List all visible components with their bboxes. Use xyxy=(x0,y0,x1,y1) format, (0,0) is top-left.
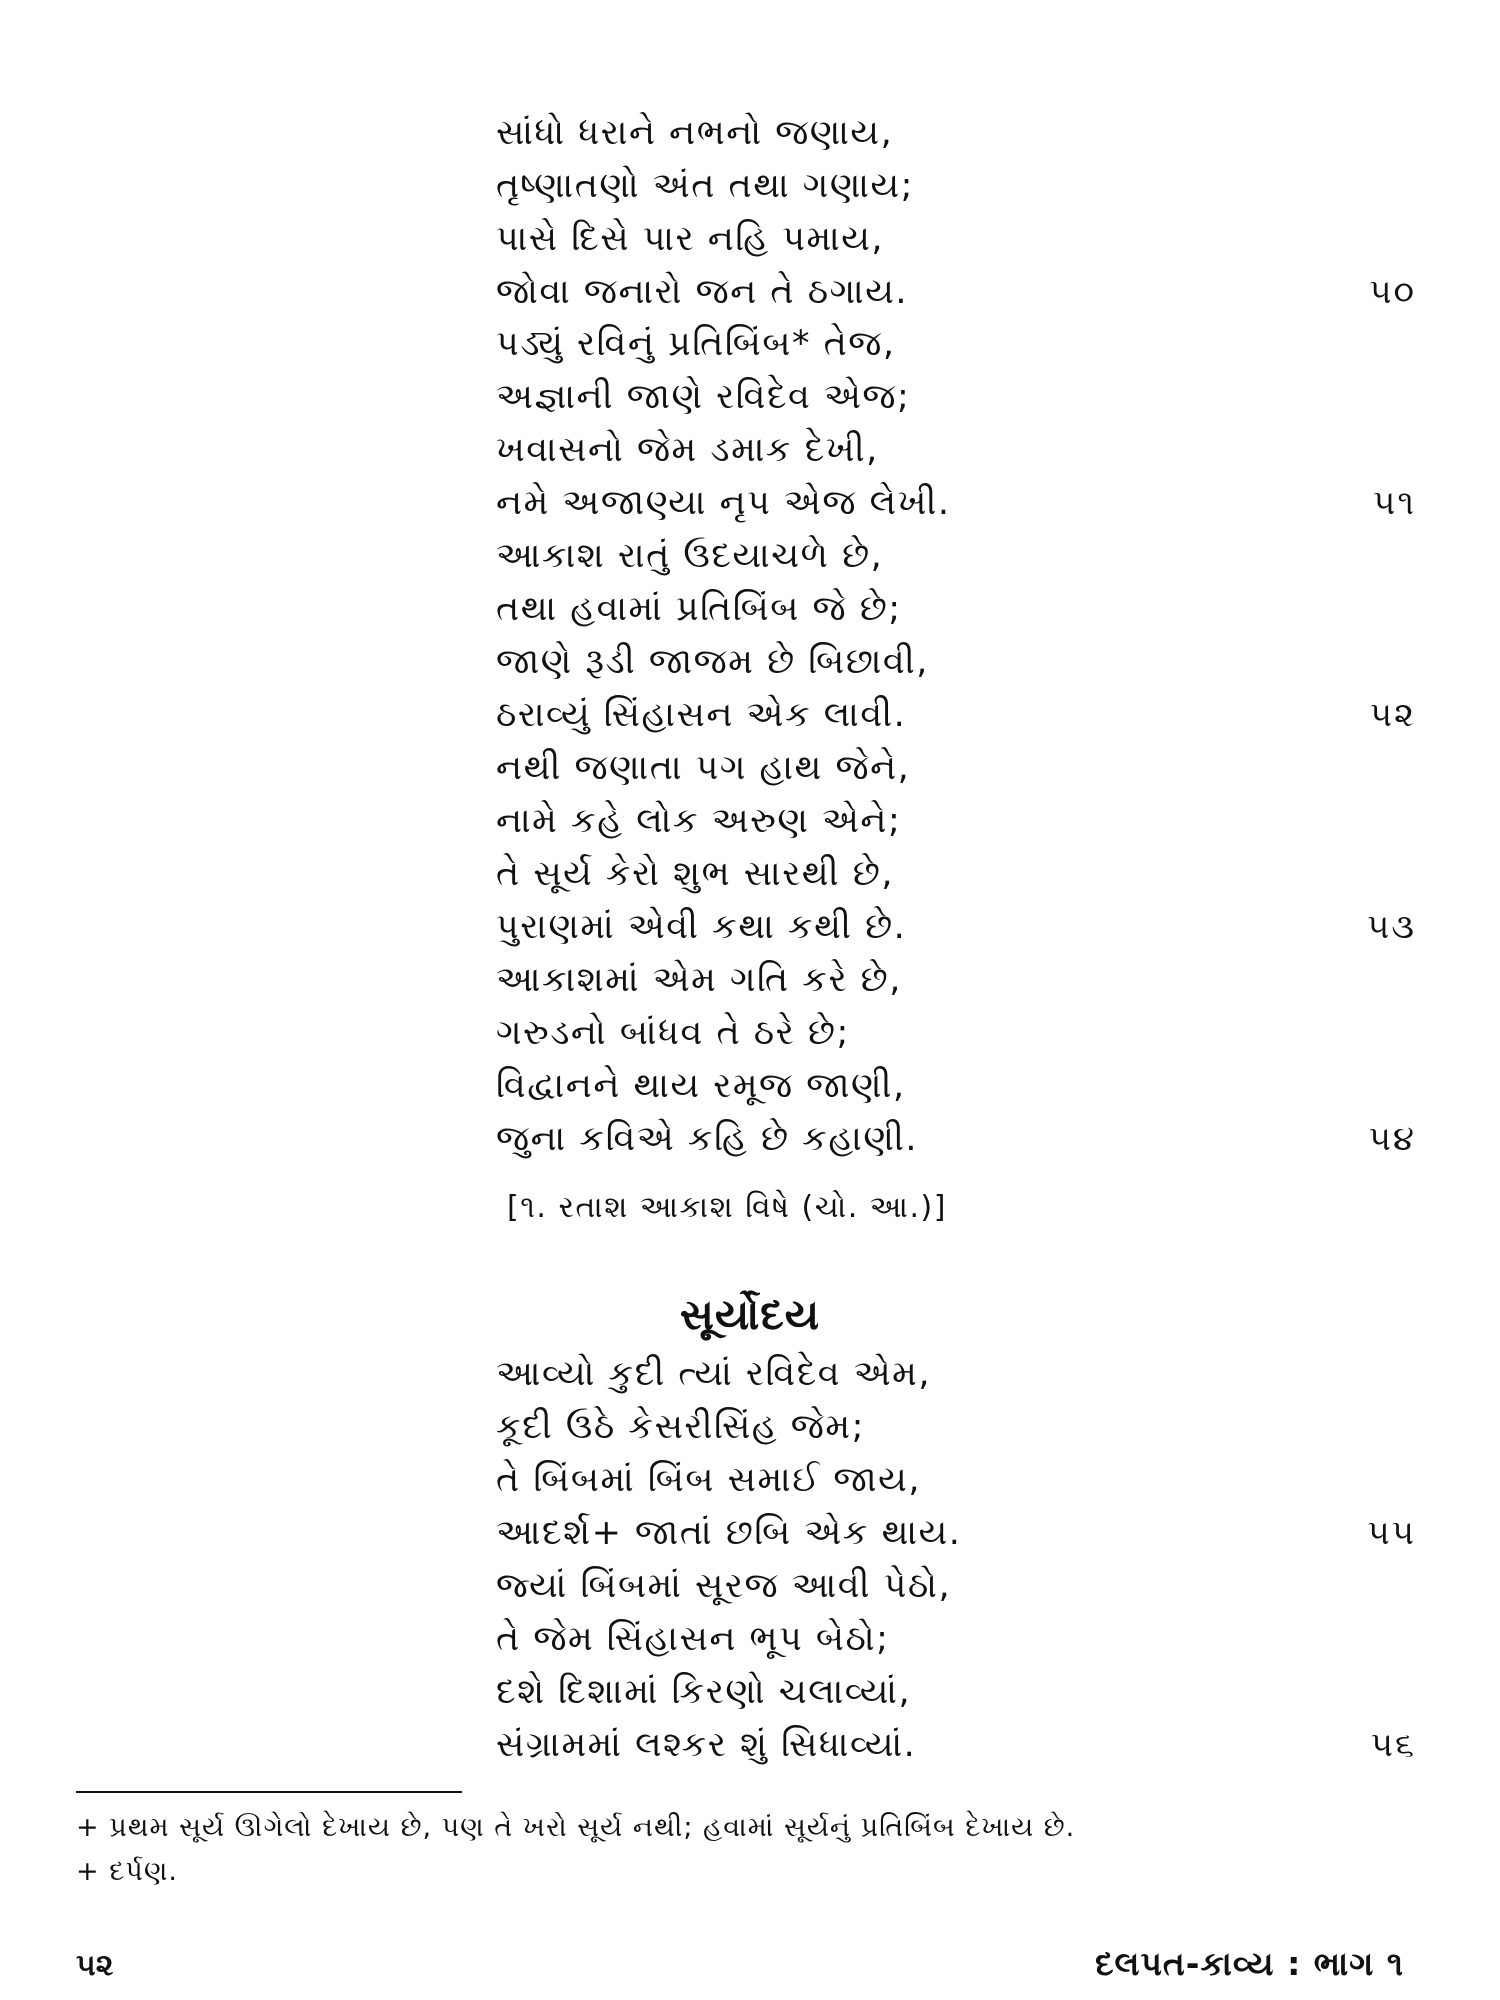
stanza-number: ૫૫ xyxy=(1367,1513,1416,1553)
stanza-number: ૫૨ xyxy=(1369,695,1416,735)
page-number: ૫૨ xyxy=(76,1948,114,1983)
footnote-divider xyxy=(76,1791,462,1793)
verse-line: દશે દિશામાં કિરણો ચલાવ્યાં, xyxy=(496,1672,912,1712)
verse-line: વિદ્વાનને થાય રમૂજ જાણી, xyxy=(496,1066,906,1106)
verse-line: નથી જણાતા પગ હાથ જેને, xyxy=(496,748,911,788)
verse-line: નામે કહે લોક અરુણ એને; xyxy=(496,801,902,841)
verse-line: તે બિંબમાં બિંબ સમાઈ જાય, xyxy=(496,1460,921,1500)
verse-line: તથા હવામાં પ્રતિબિંબ જે છે; xyxy=(496,589,902,629)
footnote: + પ્રથમ સૂર્ય ઊગેલો દેખાય છે, પણ તે ખરો સૂર્ય નથી; હવામાં સૂર્યનું પ્રતિબિંબ દેખાય છે. xyxy=(76,1812,1076,1843)
verse-line: તે સૂર્ય કેરો શુભ સારથી છે, xyxy=(496,854,894,894)
verse-line: જ્યાં બિંબમાં સૂરજ આવી પેઠો, xyxy=(496,1566,952,1606)
verse-line: પુરાણમાં એવી કથા કથી છે. ૫૩ xyxy=(496,901,1416,954)
verse-line: ખવાસનો જેમ ડમાક દેખી, xyxy=(496,430,879,470)
verse-line: આકાશમાં એમ ગતિ કરે છે, xyxy=(496,960,902,1000)
verse-line: પાસે દિસે પાર નહિ પમાય, xyxy=(496,219,885,259)
stanza-54 xyxy=(496,954,1416,1166)
verse-line: પડ્યું રવિનું પ્રતિબિંબ* તેજ, xyxy=(496,324,896,364)
stanza-number: ૫૪ xyxy=(1368,1119,1416,1159)
stanza-number: ૫૦ xyxy=(1369,272,1416,312)
verse-line: સંગ્રામમાં લશ્કર શું સિધાવ્યાં. ૫૬ xyxy=(496,1719,1416,1772)
stanza-51 xyxy=(496,318,1416,530)
stanza-number: ૫૧ xyxy=(1373,483,1416,523)
stanza-56 xyxy=(496,1560,1416,1772)
verse-line: અજ્ઞાની જાણે રવિદેવ એજ; xyxy=(496,377,911,417)
stanza-53 xyxy=(496,742,1416,954)
verse-line: જુના કવિએ કહિ છે કહાણી. ૫૪ xyxy=(496,1113,1416,1166)
stanza-50 xyxy=(496,107,1416,319)
verse-line: ઠરાવ્યું સિંહાસન એક લાવી. ૫૨ xyxy=(496,689,1416,742)
section-title: સૂર્યોદય xyxy=(679,1290,821,1339)
editor-note: [૧. રતાશ આકાશ વિષે (ચો. આ.)] xyxy=(507,1190,947,1225)
running-title: દલપત-કાવ્ય : ભાગ ૧ xyxy=(1095,1944,1404,1983)
footnote: + દર્પણ. xyxy=(76,1856,178,1887)
stanza-52 xyxy=(496,530,1416,742)
stanza-55 xyxy=(496,1348,1416,1560)
verse-line: આદર્શ+ જાતાં છબિ એક થાય. ૫૫ xyxy=(496,1507,1416,1560)
verse-line: આવ્યો કુદી ત્યાં રવિદેવ એમ, xyxy=(496,1354,931,1394)
verse-line: આકાશ રાતું ઉદયાચળે છે, xyxy=(496,536,884,576)
verse-line: સાંધો ધરાને નભનો જણાય, xyxy=(496,113,894,153)
stanza-number: ૫૩ xyxy=(1367,907,1416,947)
verse-line: કૂદી ઉઠે કેસરીસિંહ જેમ; xyxy=(496,1407,865,1447)
verse-line: જોવા જનારો જન તે ઠગાય. ૫૦ xyxy=(496,266,1416,319)
verse-line: તે જેમ સિંહાસન ભૂપ બેઠો; xyxy=(496,1619,890,1659)
verse-line: જાણે રૂડી જાજમ છે બિછાવી, xyxy=(496,642,929,682)
verse-line: નમે અજાણ્યા નૃપ એજ લેખી. ૫૧ xyxy=(496,477,1416,530)
stanza-number: ૫૬ xyxy=(1370,1725,1416,1765)
verse-line: ગરુડનો બાંધવ તે ઠરે છે; xyxy=(496,1013,850,1053)
verse-line: તૃષ્ણાતણો અંત તથા ગણાય; xyxy=(496,166,914,206)
